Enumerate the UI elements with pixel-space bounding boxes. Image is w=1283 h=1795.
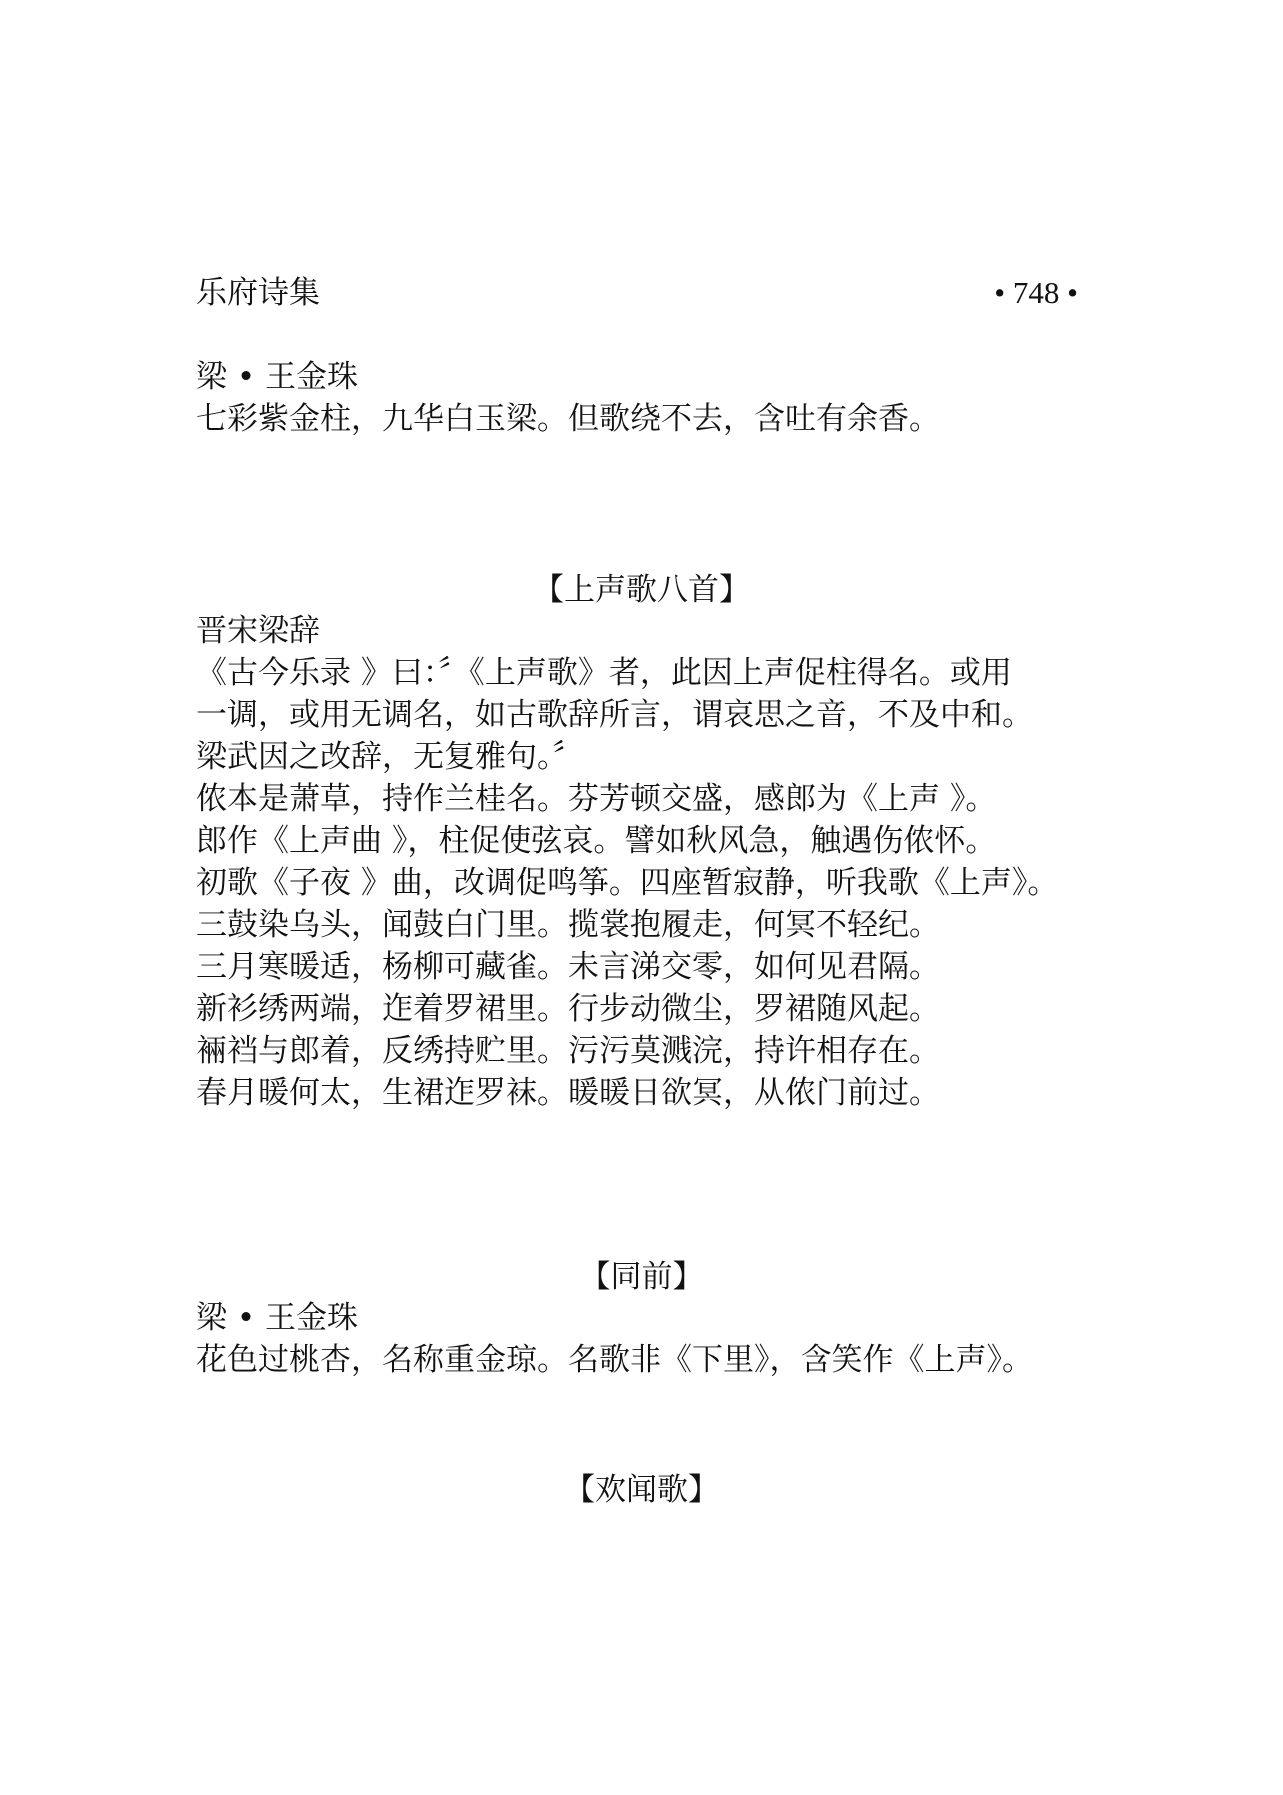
author-line: 梁 • 王金珠 — [196, 359, 358, 395]
preface-line: 一调，或用无调名，如古歌辞所言，谓哀思之音，不及中和。 — [196, 697, 1033, 733]
poem-line: 郎作《上声曲 》，柱促使弦哀。譬如秋风急，触遇伤侬怀。 — [196, 823, 997, 859]
section-heading-shangsheng-ge: 【上声歌八首】 — [533, 572, 750, 608]
poem-line: 花色过桃杏，名称重金琼。名歌非《下里》，含笑作《上声》。 — [196, 1342, 1033, 1378]
preface-line: 梁武因之改辞，无复雅句。〞 — [196, 739, 584, 775]
section-wang-jinzhu-1 — [196, 356, 1136, 440]
poem-line: 春月暖何太，生裙迮罗袜。暖暖日欲冥，从侬门前过。 — [196, 1075, 940, 1111]
poem-line: 侬本是萧草，持作兰桂名。芬芳顿交盛，感郎为《上声 》。 — [196, 781, 997, 817]
poem-line: 新衫绣两端，迮着罗裙里。行步动微尘，罗裙随风起。 — [196, 991, 940, 1027]
author-line: 梁 • 王金珠 — [196, 1300, 358, 1336]
page-number: • 748 • — [994, 275, 1078, 310]
page-header — [196, 268, 1078, 318]
poem-line: 七彩紫金柱，九华白玉梁。但歌绕不去，含吐有余香。 — [196, 401, 940, 437]
book-title: 乐府诗集 — [196, 275, 320, 311]
poem-line: 裲裆与郎着，反绣持贮里。污污莫溅浣，持许相存在。 — [196, 1033, 940, 1069]
section-shangsheng-ge — [196, 610, 1136, 1114]
section-tongqian — [196, 1297, 1136, 1381]
section-heading-tongqian: 【同前】 — [579, 1259, 704, 1295]
author-line: 晋宋梁辞 — [196, 613, 320, 649]
poem-line: 初歌《子夜 》曲，改调促鸣筝。四座暂寂静，听我歌《上声》。 — [196, 865, 1059, 901]
section-heading-huanwen-ge: 【欢闻歌】 — [564, 1472, 719, 1508]
poem-line: 三鼓染乌头，闻鼓白门里。揽裳抱履走，何冥不轻纪。 — [196, 907, 940, 943]
preface-line: 《古今乐录 》曰：〞《上声歌》者，此因上声促柱得名。或用 — [196, 655, 1012, 691]
poem-line: 三月寒暖适，杨柳可藏雀。未言涕交零，如何见君隔。 — [196, 949, 940, 985]
